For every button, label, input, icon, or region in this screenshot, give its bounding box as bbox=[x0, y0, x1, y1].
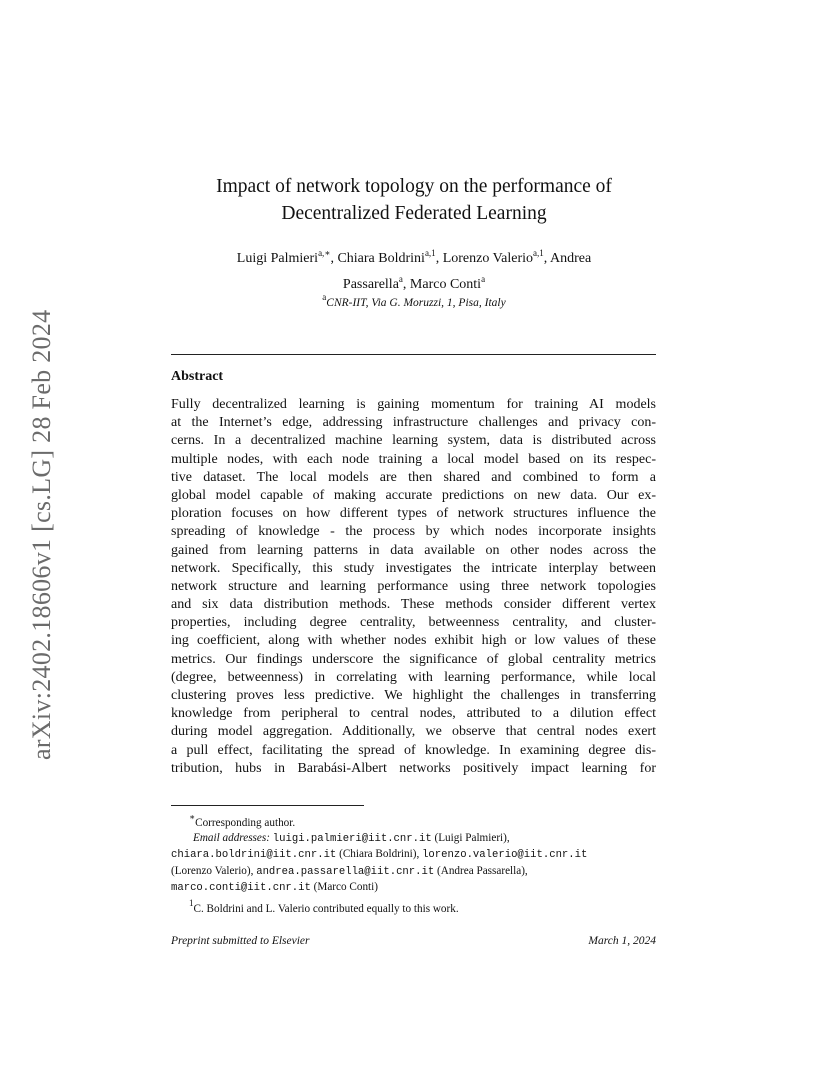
abstract-line: Fully decentralized learning is gaining momentum for training AI models bbox=[171, 397, 656, 412]
title-line-1: Impact of network topology on the performance of bbox=[216, 176, 612, 197]
abstract-line: and six data distribution methods. These methods consider different vertex bbox=[171, 597, 656, 613]
footnote-email-line-1 bbox=[171, 831, 656, 847]
abstract-line: gained from learning patterns in data available on other nodes across the bbox=[171, 542, 656, 558]
abstract-line: knowledge from peripheral to central nodes, attributed to a dilution effect bbox=[171, 706, 656, 722]
footer-date: March 1, 2024 bbox=[588, 935, 656, 947]
email-owner: (Lorenzo Valerio), bbox=[171, 864, 257, 877]
affiliation-superscript: a bbox=[322, 292, 327, 302]
abstract-line: spreading of knowledge - the process by which nodes incorporate insights bbox=[171, 524, 656, 540]
footer-preprint-note: Preprint submitted to Elsevier bbox=[171, 935, 310, 947]
author-superscript: a bbox=[398, 274, 403, 284]
abstract-line: (degree, betweenness) in correlating with learning performance, while local bbox=[171, 669, 656, 685]
author-name: , Chiara Boldrini bbox=[330, 251, 425, 266]
abstract-line: clustering proves less predictive. We highlight the challenges in transferring bbox=[171, 688, 656, 703]
affiliation-text: CNR-IIT, Via G. Moruzzi, 1, Pisa, Italy bbox=[326, 297, 506, 309]
paper-title bbox=[140, 173, 688, 227]
abstract-line: metrics. Our findings underscore the significance of global centrality metrics bbox=[171, 651, 656, 667]
author-name: Luigi Palmieri bbox=[236, 251, 319, 266]
abstract-heading: Abstract bbox=[171, 369, 224, 384]
abstract-line: a pull effect, facilitating the spread of knowledge. In examining degree dis- bbox=[171, 742, 656, 758]
email-owner: (Andrea Passarella), bbox=[434, 864, 528, 877]
footnote-mark: 1 bbox=[189, 898, 194, 909]
footnote-equal-contribution bbox=[171, 896, 656, 917]
abstract-line: ploration focuses on how different types of network structures influence the bbox=[171, 506, 656, 522]
email-label: Email addresses: bbox=[193, 832, 270, 845]
authors-line-1 bbox=[170, 243, 658, 269]
abstract-line: network. Specifically, this study investigates the intricate interplay between bbox=[171, 560, 656, 576]
abstract-line: properties, including degree centrality, betweenness centrality, and cluster- bbox=[171, 615, 656, 631]
abstract-line: tive dataset. The local models are then shared and combined to form a bbox=[171, 469, 656, 485]
footnote-rule bbox=[171, 805, 364, 806]
abstract-body bbox=[171, 396, 656, 778]
email-owner: (Marco Conti) bbox=[310, 880, 378, 893]
email-owner: (Chiara Boldrini), bbox=[336, 848, 423, 861]
author-name: , Marco Conti bbox=[402, 277, 482, 292]
footnote-corresponding bbox=[171, 810, 656, 831]
author-superscript: a,∗ bbox=[318, 248, 331, 258]
abstract-line: tribution, hubs in Barabási-Albert networks positively impact learning for bbox=[171, 760, 656, 776]
footnote-email-line-4 bbox=[171, 880, 656, 896]
abstract-line: global model capable of making accurate predictions on new data. Our ex- bbox=[171, 487, 656, 503]
email-link[interactable]: andrea.passarella@iit.cnr.it bbox=[256, 865, 435, 878]
footnote-mark: ∗ bbox=[189, 812, 196, 822]
abstract-line: network structure and learning performance using three network topologies bbox=[171, 578, 656, 594]
author-name: Passarella bbox=[342, 277, 399, 292]
email-link[interactable]: lorenzo.valerio@iit.cnr.it bbox=[422, 849, 588, 862]
abstract-top-rule bbox=[171, 354, 656, 355]
abstract-line: multiple nodes, with each node training a local model based on its respec- bbox=[171, 451, 656, 467]
email-owner: (Luigi Palmieri), bbox=[431, 832, 510, 845]
page-footer bbox=[171, 935, 656, 947]
author-name: , Lorenzo Valerio bbox=[435, 251, 534, 266]
abstract-line: ing coefficient, along with whether nodes exhibit high or low values of these bbox=[171, 633, 656, 649]
footnotes bbox=[171, 810, 656, 917]
email-link[interactable]: marco.conti@iit.cnr.it bbox=[171, 881, 311, 894]
abstract-line: during model aggregation. Additionally, we observe that central nodes exert bbox=[171, 724, 656, 740]
author-superscript: a bbox=[481, 274, 486, 284]
author-list bbox=[170, 243, 658, 295]
footnote-text: Corresponding author. bbox=[195, 817, 296, 829]
arxiv-side-stamp: arXiv:2402.18606v1 [cs.LG] 28 Feb 2024 bbox=[27, 309, 56, 760]
footnote-email-line-2 bbox=[171, 847, 656, 863]
email-link[interactable]: luigi.palmieri@iit.cnr.it bbox=[272, 833, 432, 846]
author-name: , Andrea bbox=[543, 251, 592, 266]
footnote-text: C. Boldrini and L. Valerio contributed equally to this work. bbox=[193, 903, 459, 916]
footnote-email-line-3 bbox=[171, 864, 656, 880]
author-superscript: a,1 bbox=[424, 248, 436, 258]
author-superscript: a,1 bbox=[533, 248, 544, 258]
abstract-line: cerns. In a decentralized machine learning system, data is distributed across bbox=[171, 433, 656, 449]
title-line-2: Decentralized Federated Learning bbox=[281, 203, 547, 224]
email-link[interactable]: chiara.boldrini@iit.cnr.it bbox=[171, 849, 337, 862]
affiliation bbox=[170, 292, 658, 309]
abstract-line: at the Internet’s edge, addressing infrastructure challenges and privacy con- bbox=[171, 415, 656, 431]
